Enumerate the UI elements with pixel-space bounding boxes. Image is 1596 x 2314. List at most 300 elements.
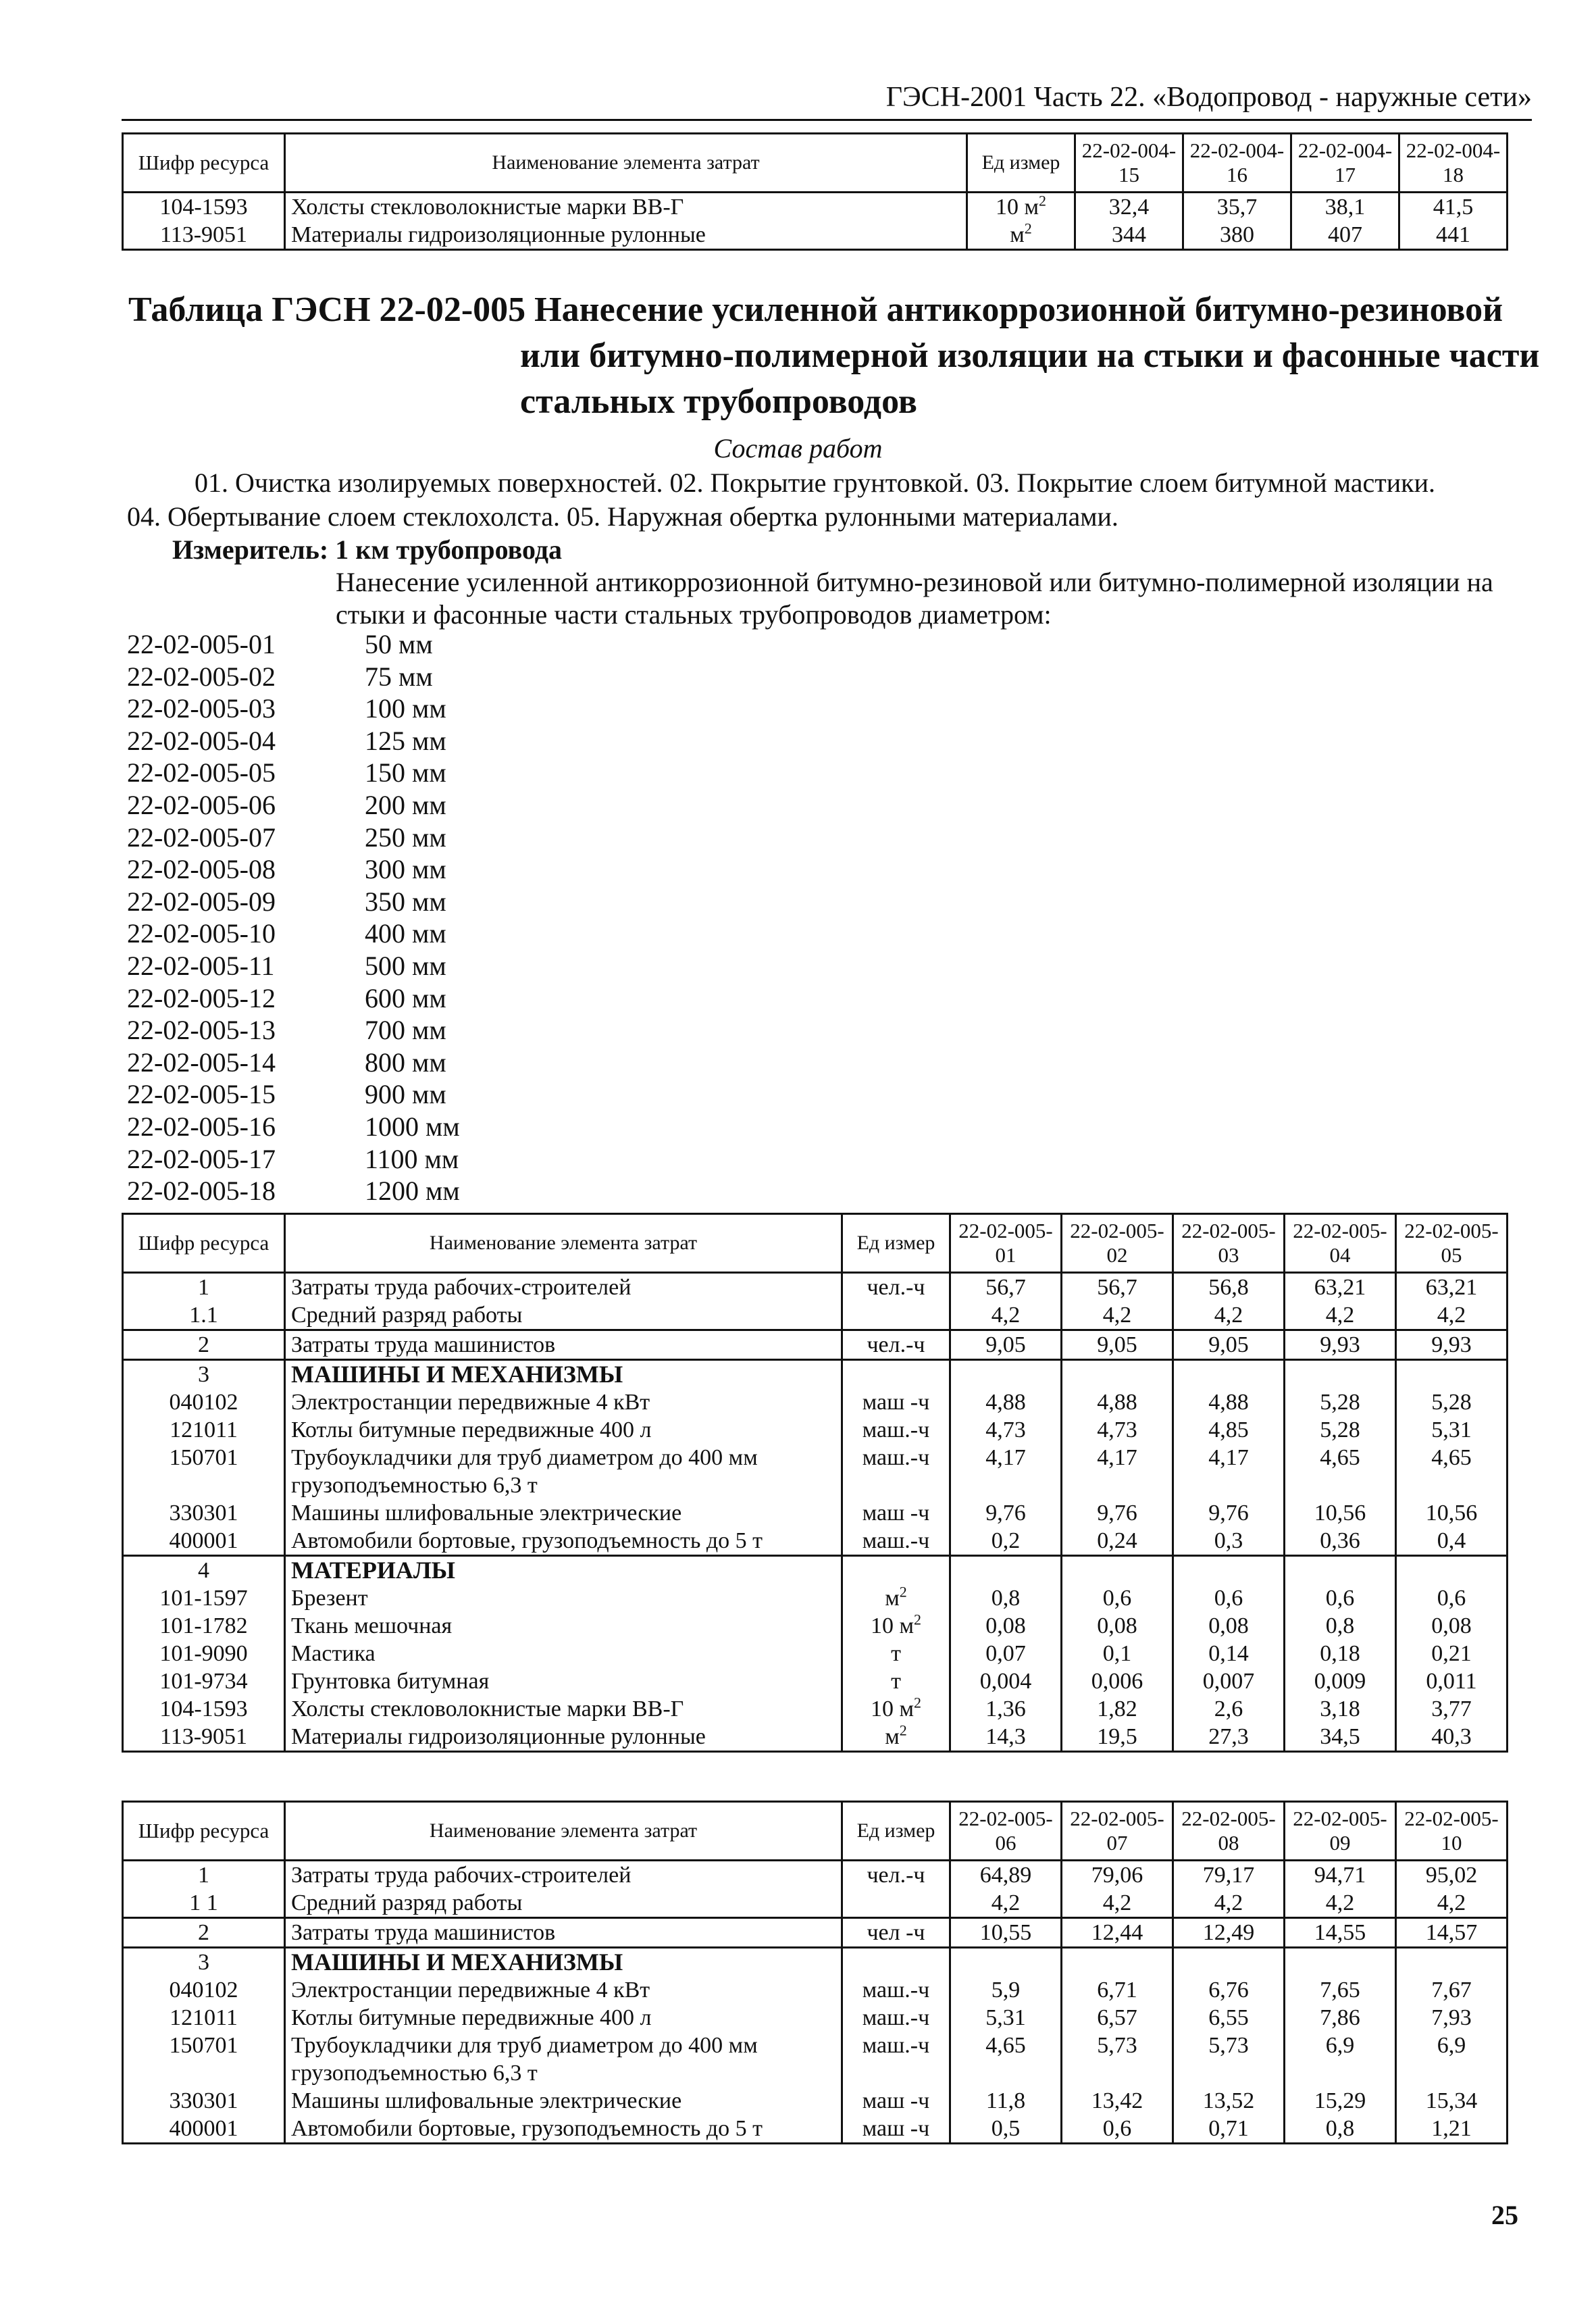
table-row (123, 1499, 1508, 1527)
norm-code: 22-02-005-03 (127, 693, 276, 724)
resource-value: 9,93 (1396, 1330, 1508, 1360)
table-row (123, 1889, 1508, 1918)
resource-value: 4,2 (1285, 1301, 1396, 1330)
resource-value: 0,004 (950, 1667, 1062, 1695)
table-title-line: или битумно-полимерной изоляции на стыки и фасонные части (520, 336, 1540, 375)
resource-code: 101-9734 (123, 1667, 285, 1695)
resource-value: 0,011 (1396, 1667, 1508, 1695)
table-row (123, 1330, 1508, 1360)
resource-value: 0,6 (1062, 2115, 1173, 2144)
resource-value: 9,05 (950, 1330, 1062, 1360)
resource-value: 32,4 (1075, 193, 1183, 222)
norm-code: 22-02-005-09 (127, 886, 276, 917)
resource-value: 3,77 (1396, 1695, 1508, 1723)
resource-code: 330301 (123, 2087, 285, 2115)
resource-value: 4,88 (1173, 1388, 1285, 1416)
resource-value: 15,29 (1285, 2087, 1396, 2115)
resource-value: 13,52 (1173, 2087, 1285, 2115)
column-header-norm: 22-02-005-05 (1396, 1214, 1508, 1273)
table-row (123, 1301, 1508, 1330)
norm-diameter: 1100 мм (365, 1143, 459, 1174)
resource-value: 5,31 (950, 2004, 1062, 2032)
resource-value: 9,93 (1285, 1330, 1396, 1360)
norm-row (127, 1078, 460, 1111)
resource-value: 0,08 (1173, 1612, 1285, 1640)
resource-value: 15,34 (1396, 2087, 1508, 2115)
resource-value: 0,14 (1173, 1640, 1285, 1667)
table-title (128, 287, 1540, 425)
norm-row (127, 1175, 460, 1207)
resource-value: 1,21 (1396, 2115, 1508, 2144)
resource-name: Затраты труда рабочих-строителей (285, 1861, 842, 1890)
resource-value: 5,73 (1173, 2032, 1285, 2059)
resource-value: 9,76 (1062, 1499, 1173, 1527)
resource-value: 0,08 (1062, 1612, 1173, 1640)
column-header-norm: 22-02-005-03 (1173, 1214, 1285, 1273)
norm-code: 22-02-005-13 (127, 1015, 276, 1046)
resource-code: 040102 (123, 1388, 285, 1416)
resource-value (1396, 1556, 1508, 1585)
resource-unit: т (842, 1667, 950, 1695)
table-row (123, 2032, 1508, 2059)
table-title-line: Таблица ГЭСН 22-02-005 Нанесение усиленной антикоррозионной битумно-резиновой (128, 291, 1503, 329)
norm-diameter: 350 мм (365, 886, 446, 917)
resource-code: 101-9090 (123, 1640, 285, 1667)
page-number: 25 (1491, 2200, 1518, 2230)
resource-code: 330301 (123, 1499, 285, 1527)
column-header-name: Наименование элемента затрат (285, 1214, 842, 1273)
norm-row (127, 1143, 460, 1176)
resource-value: 0,8 (1285, 2115, 1396, 2144)
table-row (123, 1416, 1508, 1444)
norm-code: 22-02-005-01 (127, 629, 276, 659)
norm-code: 22-02-005-11 (127, 950, 275, 981)
resource-code: 150701 (123, 1444, 285, 1472)
resource-name: Материалы гидроизоляционные рулонные (285, 1723, 842, 1752)
norm-code: 22-02-005-02 (127, 661, 276, 692)
resource-unit: маш.-ч (842, 2032, 950, 2059)
resource-name: Котлы битумные передвижные 400 л (285, 2004, 842, 2032)
table-row (123, 1444, 1508, 1472)
resource-value: 0,6 (1396, 1584, 1508, 1612)
resource-value: 1,82 (1062, 1695, 1173, 1723)
resource-name: Трубоукладчики для труб диаметром до 400 мм (285, 2032, 842, 2059)
resource-unit (842, 1556, 950, 1585)
resource-value: 35,7 (1183, 193, 1291, 222)
table-row (123, 1861, 1508, 1890)
column-header-norm: 22-02-004-17 (1291, 134, 1399, 193)
resource-name: Автомобили бортовые, грузоподъемность до 5 т (285, 2115, 842, 2144)
resource-value: 4,17 (1062, 1444, 1173, 1472)
resource-code: 400001 (123, 2115, 285, 2144)
resource-value: 0,08 (950, 1612, 1062, 1640)
resource-name: МАШИНЫ И МЕХАНИЗМЫ (285, 1360, 842, 1389)
resource-value: 40,3 (1396, 1723, 1508, 1752)
resource-value: 14,3 (950, 1723, 1062, 1752)
resource-value: 4,65 (1285, 1444, 1396, 1472)
norm-row (127, 917, 460, 950)
resource-code: 1 (123, 1861, 285, 1890)
resource-unit: $м^2$ (842, 1723, 950, 1752)
table-row (123, 1612, 1508, 1640)
resource-unit: 10 $м^2$ (842, 1612, 950, 1640)
resource-name: Ткань мешочная (285, 1612, 842, 1640)
resource-unit: 10 $м^2$ (967, 193, 1075, 222)
resource-name: Средний разряд работы (285, 1889, 842, 1918)
resource-value: 0,18 (1285, 1640, 1396, 1667)
resource-value: 7,93 (1396, 2004, 1508, 2032)
resource-value: 0,2 (950, 1527, 1062, 1556)
norm-row (127, 982, 460, 1015)
resource-value: 5,28 (1285, 1416, 1396, 1444)
resource-code (123, 2059, 285, 2087)
resource-value: 0,009 (1285, 1667, 1396, 1695)
resource-value (1285, 1360, 1396, 1389)
resource-unit (842, 1360, 950, 1389)
norm-row (127, 725, 460, 757)
resource-value (1062, 1556, 1173, 1585)
norm-row (127, 1047, 460, 1079)
works-line: 04. Обертывание слоем стеклохолста. 05. Наружная обертка рулонными материалами. (127, 501, 1118, 532)
resource-code: 400001 (123, 1527, 285, 1556)
resource-name: Машины шлифовальные электрические (285, 2087, 842, 2115)
resource-value (1173, 2059, 1285, 2087)
resource-value: 5,28 (1396, 1388, 1508, 1416)
resource-value: 1,36 (950, 1695, 1062, 1723)
column-header-code: Шифр ресурса (123, 134, 285, 193)
resource-unit: $м^2$ (967, 221, 1075, 250)
resource-code: 121011 (123, 1416, 285, 1444)
norm-code: 22-02-005-17 (127, 1143, 276, 1174)
resource-value: 10,55 (950, 1918, 1062, 1948)
norm-code: 22-02-005-14 (127, 1047, 276, 1078)
resource-value: 63,21 (1396, 1273, 1508, 1302)
resource-name: Трубоукладчики для труб диаметром до 400 мм (285, 1444, 842, 1472)
column-header-norm: 22-02-005-07 (1062, 1802, 1173, 1861)
column-header-norm: 22-02-005-09 (1285, 1802, 1396, 1861)
resource-code: 3 (123, 1360, 285, 1389)
resource-name: МАТЕРИАЛЫ (285, 1556, 842, 1585)
resource-value (950, 2059, 1062, 2087)
resource-value: 0,21 (1396, 1640, 1508, 1667)
resource-name: Средний разряд работы (285, 1301, 842, 1330)
norm-diameter: 150 мм (365, 757, 446, 788)
norm-lead-text: Нанесение усиленной антикоррозионной битумно-резиновой или битумно-полимерной изоляции на стыки и фасонные части стальных трубопроводов диаметром: (336, 567, 1493, 630)
resource-code: 150701 (123, 2032, 285, 2059)
resource-value: 4,85 (1173, 1416, 1285, 1444)
resource-code: 1 (123, 1273, 285, 1302)
resource-value (950, 1360, 1062, 1389)
column-header-norm: 22-02-005-10 (1396, 1802, 1508, 1861)
resource-code: 113-9051 (123, 221, 285, 250)
resource-unit: маш.-ч (842, 1416, 950, 1444)
table-row (123, 1527, 1508, 1556)
resource-name: Затраты труда машинистов (285, 1918, 842, 1948)
resource-value: 6,71 (1062, 1976, 1173, 2004)
resource-value: 12,44 (1062, 1918, 1173, 1948)
works-composition (127, 466, 1545, 534)
resource-value: 34,5 (1285, 1723, 1396, 1752)
resource-value: 4,73 (1062, 1416, 1173, 1444)
resource-value: 63,21 (1285, 1273, 1396, 1302)
norm-diameter: 200 мм (365, 789, 446, 820)
resource-value (1062, 1360, 1173, 1389)
norm-diameter: 75 мм (365, 661, 433, 692)
resource-value: 14,57 (1396, 1918, 1508, 1948)
resource-value: 5,28 (1285, 1388, 1396, 1416)
resource-unit (842, 1472, 950, 1499)
norm-diameter: 600 мм (365, 982, 446, 1013)
norm-diameter: 250 мм (365, 822, 446, 853)
resource-value: 0,4 (1396, 1527, 1508, 1556)
resource-value: 5,31 (1396, 1416, 1508, 1444)
resource-value (1062, 1948, 1173, 1977)
norm-diameter: 900 мм (365, 1079, 446, 1110)
column-header-name: Наименование элемента затрат (285, 134, 967, 193)
column-header-norm: 22-02-004-16 (1183, 134, 1291, 193)
column-header-unit: Ед измер (967, 134, 1075, 193)
resource-value: 6,9 (1396, 2032, 1508, 2059)
column-header-norm: 22-02-005-06 (950, 1802, 1062, 1861)
resource-name: Электростанции передвижные 4 кВт (285, 1388, 842, 1416)
table-row (123, 2115, 1508, 2144)
table-header-row (123, 1214, 1508, 1273)
table-row (123, 1695, 1508, 1723)
resource-value: 7,67 (1396, 1976, 1508, 2004)
table-row (123, 1976, 1508, 2004)
resource-value (1062, 2059, 1173, 2087)
column-header-norm: 22-02-005-02 (1062, 1214, 1173, 1273)
resource-value: 0,1 (1062, 1640, 1173, 1667)
resource-value: 7,65 (1285, 1976, 1396, 2004)
resource-table-b (122, 1801, 1508, 2144)
resource-value: 407 (1291, 221, 1399, 250)
resource-value: 4,2 (1396, 1301, 1508, 1330)
resource-value: 4,2 (1173, 1889, 1285, 1918)
resource-unit: маш -ч (842, 2087, 950, 2115)
resource-value: 4,88 (1062, 1388, 1173, 1416)
resource-value: 9,76 (1173, 1499, 1285, 1527)
resource-value: 4,2 (1285, 1889, 1396, 1918)
resource-value: 4,2 (1173, 1301, 1285, 1330)
resource-unit: 10 $м^2$ (842, 1695, 950, 1723)
resource-unit: маш.-ч (842, 2004, 950, 2032)
norm-row (127, 693, 460, 725)
resource-value: 7,86 (1285, 2004, 1396, 2032)
resource-value: 9,05 (1062, 1330, 1173, 1360)
norm-row (127, 757, 460, 789)
norm-diameter: 1000 мм (365, 1111, 460, 1142)
table-row (123, 1640, 1508, 1667)
norm-diameter: 500 мм (365, 950, 446, 981)
resource-value (1396, 1360, 1508, 1389)
resource-unit: маш.-ч (842, 1444, 950, 1472)
resource-code: 101-1597 (123, 1584, 285, 1612)
table-row (123, 2059, 1508, 2087)
resource-name: Машины шлифовальные электрические (285, 1499, 842, 1527)
norm-code: 22-02-005-12 (127, 982, 276, 1013)
resource-unit: чел.-ч (842, 1273, 950, 1302)
resource-name: Электростанции передвижные 4 кВт (285, 1976, 842, 2004)
resource-code (123, 1472, 285, 1499)
norm-row (127, 822, 460, 854)
norm-code-list (127, 628, 460, 1207)
norm-row (127, 789, 460, 822)
table-row (123, 1948, 1508, 1977)
resource-name: Холсты стекловолокнистые марки ВВ-Г (285, 1695, 842, 1723)
resource-code: 101-1782 (123, 1612, 285, 1640)
resource-value: 4,17 (1173, 1444, 1285, 1472)
resource-value (1396, 2059, 1508, 2087)
resource-code: 113-9051 (123, 1723, 285, 1752)
resource-name: грузоподъемностью 6,3 т (285, 1472, 842, 1499)
resource-unit: чел.-ч (842, 1330, 950, 1360)
resource-value: 14,55 (1285, 1918, 1396, 1948)
table-row (123, 193, 1508, 222)
running-head: ГЭСН-2001 Часть 22. «Водопровод - наружные сети» (122, 81, 1532, 121)
resource-code: 104-1593 (123, 193, 285, 222)
resource-table-a (122, 1213, 1508, 1753)
norm-row (127, 661, 460, 693)
resource-value (1173, 1360, 1285, 1389)
resource-code: 1.1 (123, 1301, 285, 1330)
resource-value: 380 (1183, 221, 1291, 250)
resource-value: 6,57 (1062, 2004, 1173, 2032)
norm-row (127, 1111, 460, 1143)
resource-value: 64,89 (950, 1861, 1062, 1890)
norm-diameter: 100 мм (365, 693, 446, 724)
resource-value: 6,76 (1173, 1976, 1285, 2004)
resource-value: 9,76 (950, 1499, 1062, 1527)
resource-value: 0,08 (1396, 1612, 1508, 1640)
resource-code: 2 (123, 1330, 285, 1360)
resource-value (1396, 1472, 1508, 1499)
resource-value: 94,71 (1285, 1861, 1396, 1890)
resource-value (1173, 1556, 1285, 1585)
resource-value: 4,65 (1396, 1444, 1508, 1472)
table-row (123, 1388, 1508, 1416)
table-header-row (123, 1802, 1508, 1861)
column-header-code: Шифр ресурса (123, 1802, 285, 1861)
norm-row (127, 950, 460, 982)
norm-code: 22-02-005-05 (127, 757, 276, 788)
resource-unit (842, 2059, 950, 2087)
table-row (123, 1918, 1508, 1948)
table-row (123, 1360, 1508, 1389)
works-line: 01. Очистка изолируемых поверхностей. 02. Покрытие грунтовкой. 03. Покрытие слоем битумной мастики. (195, 468, 1435, 498)
resource-name: Автомобили бортовые, грузоподъемность до 5 т (285, 1527, 842, 1556)
resource-value: 0,71 (1173, 2115, 1285, 2144)
resource-unit: маш.-ч (842, 1976, 950, 2004)
norm-row (127, 853, 460, 886)
norm-code: 22-02-005-18 (127, 1176, 276, 1207)
resource-value: 5,9 (950, 1976, 1062, 2004)
resource-value: 56,7 (950, 1273, 1062, 1302)
column-header-norm: 22-02-004-15 (1075, 134, 1183, 193)
norm-code: 22-02-005-08 (127, 854, 276, 885)
resource-value (1062, 1472, 1173, 1499)
resource-value: 2,6 (1173, 1695, 1285, 1723)
resource-value: 12,49 (1173, 1918, 1285, 1948)
norm-diameter: 125 мм (365, 725, 446, 756)
resource-value: 13,42 (1062, 2087, 1173, 2115)
resource-code: 104-1593 (123, 1695, 285, 1723)
works-heading: Состав работ (713, 433, 883, 463)
resource-name: Материалы гидроизоляционные рулонные (285, 221, 967, 250)
resource-code: 2 (123, 1918, 285, 1948)
resource-value: 0,5 (950, 2115, 1062, 2144)
table-row (123, 2087, 1508, 2115)
resource-unit (842, 1301, 950, 1330)
resource-value: 10,56 (1285, 1499, 1396, 1527)
table-row (123, 2004, 1508, 2032)
norm-code: 22-02-005-16 (127, 1111, 276, 1142)
table-row (123, 1723, 1508, 1752)
resource-value: 4,2 (1062, 1889, 1173, 1918)
column-header-unit: Ед измер (842, 1802, 950, 1861)
resource-value: 0,006 (1062, 1667, 1173, 1695)
resource-value: 4,73 (950, 1416, 1062, 1444)
resource-name: Грунтовка битумная (285, 1667, 842, 1695)
resource-value: 0,8 (1285, 1612, 1396, 1640)
resource-value: 56,7 (1062, 1273, 1173, 1302)
resource-value (1285, 2059, 1396, 2087)
resource-value: 0,07 (950, 1640, 1062, 1667)
resource-value: 79,06 (1062, 1861, 1173, 1890)
table-row (123, 1472, 1508, 1499)
resource-value (950, 1472, 1062, 1499)
resource-table-top (122, 132, 1508, 251)
resource-name: Котлы битумные передвижные 400 л (285, 1416, 842, 1444)
resource-unit (842, 1948, 950, 1977)
resource-value (1285, 1556, 1396, 1585)
table-row (123, 1556, 1508, 1585)
resource-value: 0,007 (1173, 1667, 1285, 1695)
resource-name: грузоподъемностью 6,3 т (285, 2059, 842, 2087)
resource-name: МАШИНЫ И МЕХАНИЗМЫ (285, 1948, 842, 1977)
column-header-norm: 22-02-005-04 (1285, 1214, 1396, 1273)
resource-code: 040102 (123, 1976, 285, 2004)
column-header-code: Шифр ресурса (123, 1214, 285, 1273)
meter-unit: Измеритель: 1 км трубопровода (172, 534, 563, 565)
resource-name: Брезент (285, 1584, 842, 1612)
norm-code: 22-02-005-04 (127, 725, 276, 756)
resource-value (1285, 1948, 1396, 1977)
norm-row (127, 628, 460, 661)
resource-unit: чел -ч (842, 1918, 950, 1948)
norm-diameter: 1200 мм (365, 1176, 460, 1207)
resource-value: 56,8 (1173, 1273, 1285, 1302)
column-header-unit: Ед измер (842, 1214, 950, 1273)
resource-value: 5,73 (1062, 2032, 1173, 2059)
column-header-norm: 22-02-005-01 (950, 1214, 1062, 1273)
resource-name: Затраты труда машинистов (285, 1330, 842, 1360)
resource-unit: маш -ч (842, 2115, 950, 2144)
resource-unit: маш -ч (842, 1499, 950, 1527)
table-row (123, 1584, 1508, 1612)
resource-value (1285, 1472, 1396, 1499)
resource-unit: т (842, 1640, 950, 1667)
norm-code: 22-02-005-07 (127, 822, 276, 853)
resource-value: 27,3 (1173, 1723, 1285, 1752)
resource-value (950, 1948, 1062, 1977)
table-row (123, 1273, 1508, 1302)
resource-value: 95,02 (1396, 1861, 1508, 1890)
resource-code: 1 1 (123, 1889, 285, 1918)
resource-value: 19,5 (1062, 1723, 1173, 1752)
resource-value: 4,2 (1396, 1889, 1508, 1918)
resource-value: 0,3 (1173, 1527, 1285, 1556)
